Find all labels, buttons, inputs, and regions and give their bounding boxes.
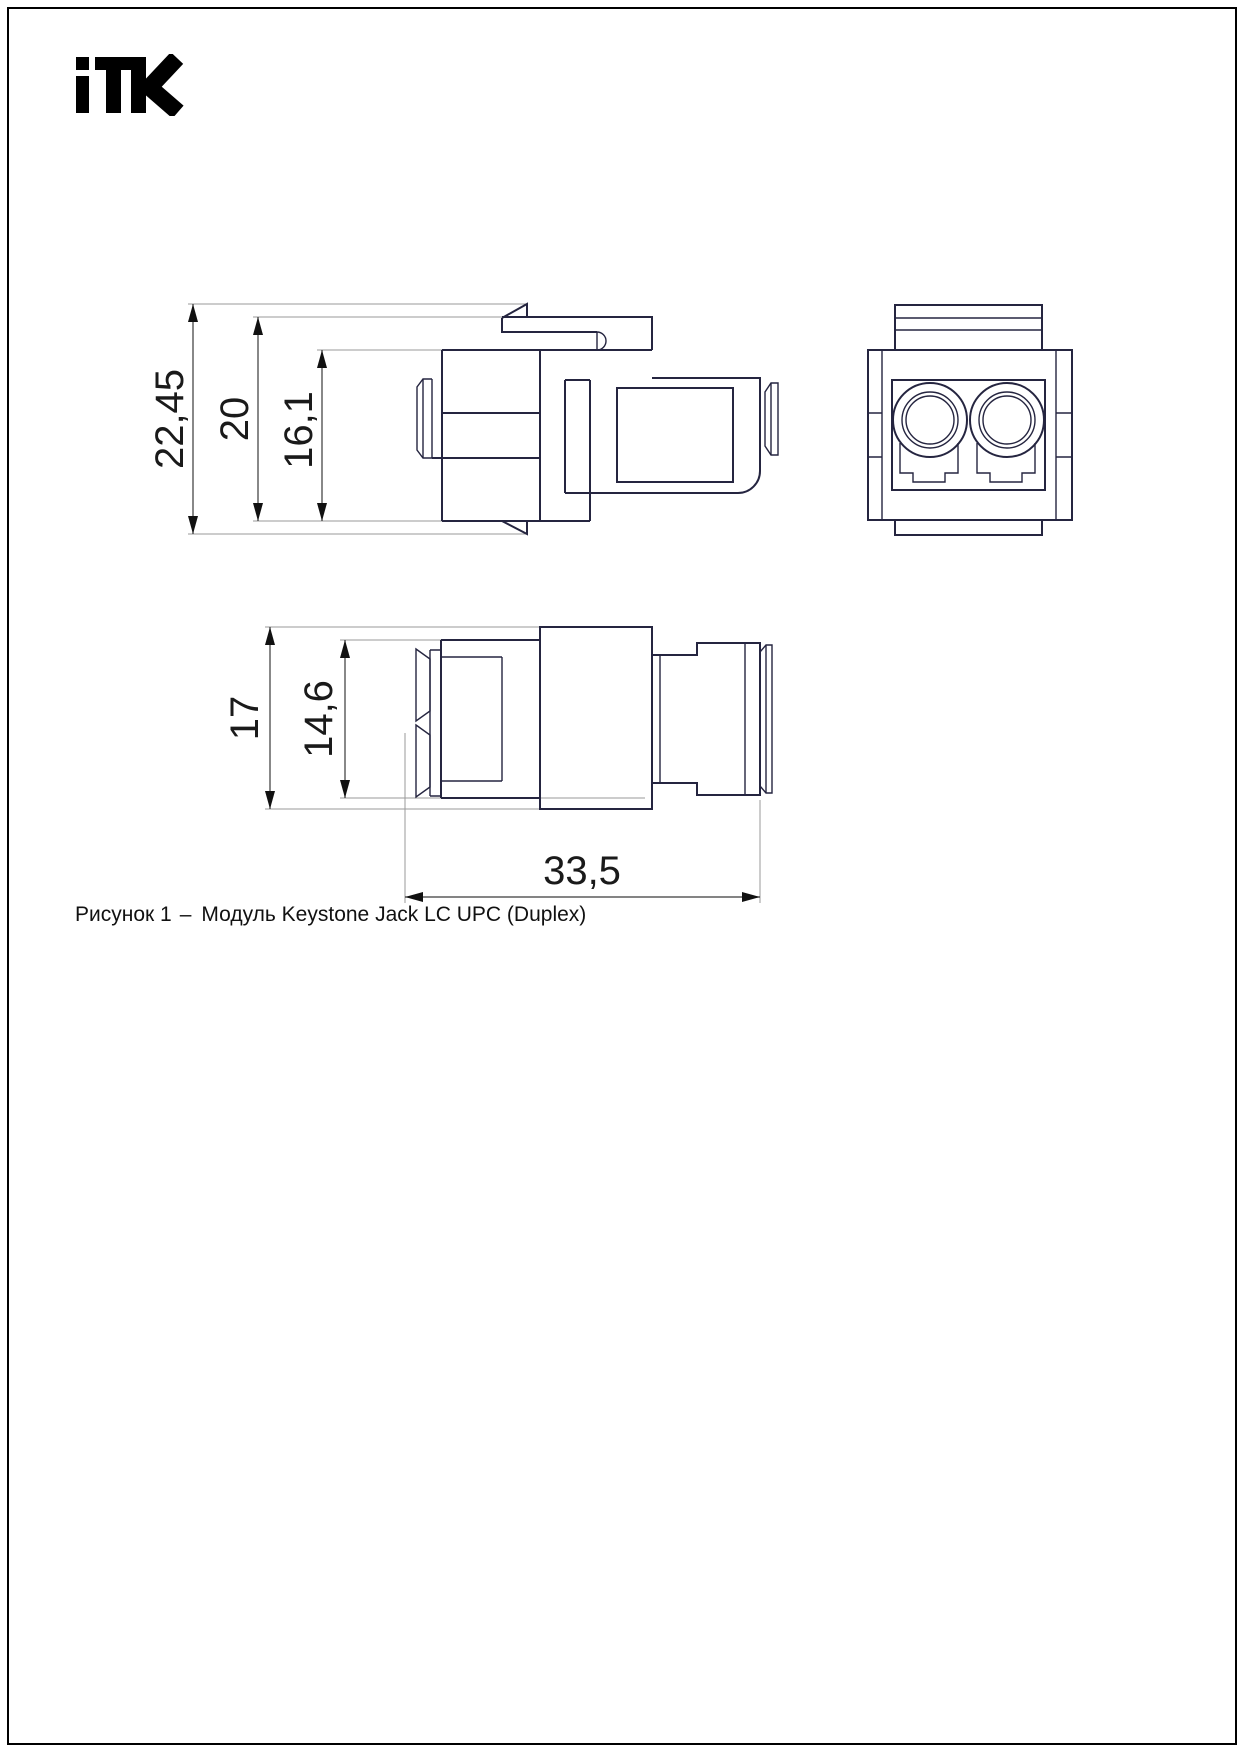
side-view-drawing: [148, 304, 778, 534]
dim-label-body-height: 20: [213, 396, 257, 442]
front-view-drawing: [868, 305, 1072, 535]
dim-label-length: 33,5: [543, 849, 621, 893]
dim-label-body-width: 14,6: [297, 680, 341, 758]
figure-caption: [75, 903, 586, 927]
lc-port-left-circle: [893, 383, 967, 457]
top-view-drawing: [223, 627, 772, 903]
dim-label-overall-height: 22,45: [148, 368, 192, 470]
figure-caption-title: Модуль Keystone Jack LC UPC (Duplex): [201, 903, 587, 926]
figure-caption-dash: –: [179, 903, 192, 926]
lc-port-right-circle: [970, 383, 1044, 457]
figure-caption-label: Рисунок 1: [75, 903, 172, 926]
dim-label-inner-height: 16,1: [277, 391, 321, 469]
dim-label-overall-width: 17: [223, 695, 267, 741]
